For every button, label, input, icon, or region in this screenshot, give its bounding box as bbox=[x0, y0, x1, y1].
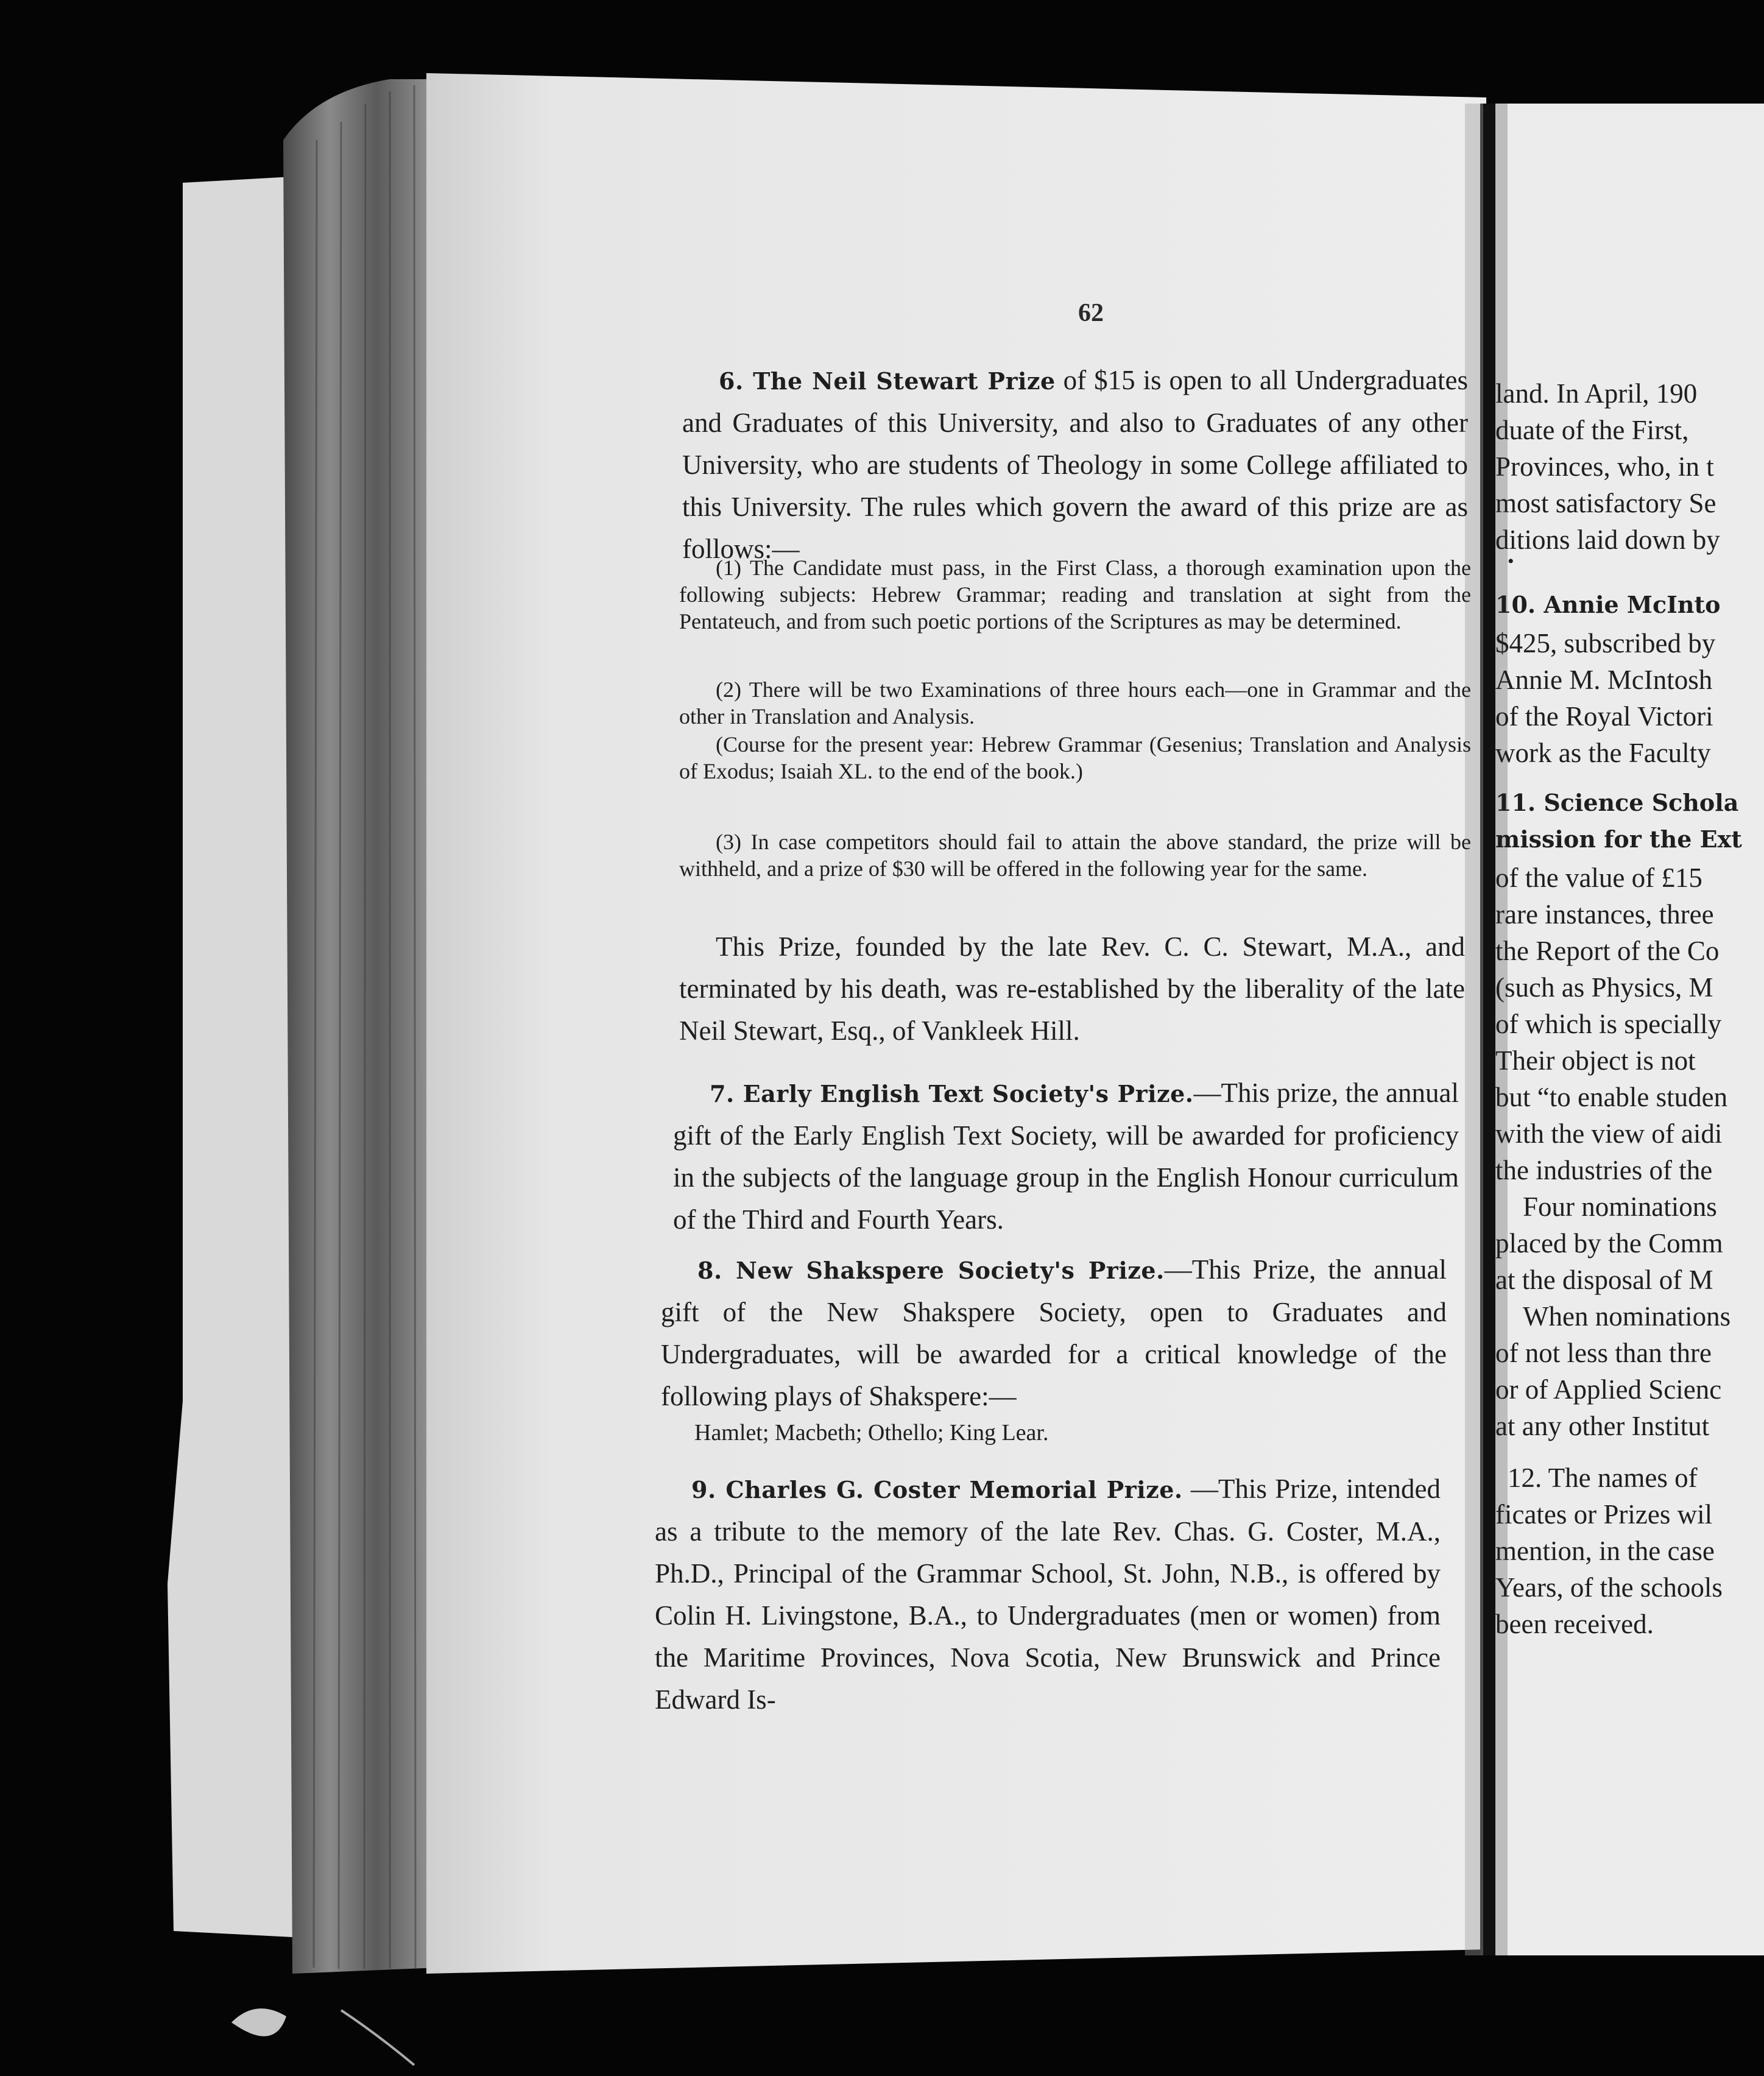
prize-6-rule-1: (1) The Candidate must pass, in the First Class, a thorough examination upon the following subjects: Hebrew Grammar; reading and translation at sight from the Pentateuch, and from such poetic portions of the Scriptures as may be determined. bbox=[679, 556, 1471, 634]
right-page-line: most satisfactory Se bbox=[1495, 488, 1716, 518]
prize-6-rule-2: (2) There will be two Examinations of three hours each—one in Grammar and the other in Translation and Analysis. bbox=[679, 677, 1471, 729]
right-page-line: at any other Institut bbox=[1495, 1411, 1710, 1441]
prize-7-heading: 7. Early English Text Society's Prize. bbox=[710, 1080, 1194, 1107]
prize-7-paragraph bbox=[673, 1072, 1459, 1241]
right-page-line: of the Royal Victori bbox=[1495, 701, 1713, 732]
prize-6-paragraph bbox=[682, 359, 1468, 570]
prize-6-history: This Prize, founded by the late Rev. C. C. Stewart, M.A., and terminated by his death, was re-established by the liberality of the late Neil Stewart, Esq., of Vankleek Hill. bbox=[679, 931, 1465, 1046]
right-page-line: ficates or Prizes wil bbox=[1495, 1499, 1713, 1530]
right-page-line: work as the Faculty bbox=[1495, 738, 1711, 768]
right-page-line: • bbox=[1508, 551, 1514, 571]
right-page-line: land. In April, 190 bbox=[1495, 378, 1698, 409]
prize-8-text: —This Prize, the annual gift of the New Shakspere Society, open to Graduates and Undergraduates, will be awarded for a critical knowledge of the following plays of Shakspere:— bbox=[661, 1254, 1447, 1411]
right-page-line: of not less than thre bbox=[1495, 1338, 1712, 1368]
right-page-line: Annie M. McIntosh bbox=[1495, 665, 1713, 695]
prize-6-text: of $15 is open to all Undergraduates and Graduates of this University, and also to Graduates of any other University, who are students of Theology in some College affiliated to this University. The rules which govern the award of this prize are as follows:— bbox=[682, 365, 1468, 564]
right-page-line: Their object is not bbox=[1495, 1045, 1696, 1076]
right-page-line: rare instances, three bbox=[1495, 899, 1714, 930]
right-page-line: $425, subscribed by bbox=[1495, 628, 1716, 658]
prize-6-course: (Course for the present year: Hebrew Grammar (Gesenius; Translation and Analysis of Exodus; Isaiah XL. to the end of the book.) bbox=[679, 732, 1471, 783]
page-number: 62 bbox=[1078, 299, 1104, 327]
prize-8-paragraph bbox=[661, 1249, 1447, 1418]
right-page-line: When nominations bbox=[1523, 1301, 1731, 1332]
right-page-line: Years, of the schools bbox=[1495, 1572, 1723, 1603]
right-page-line: duate of the First, bbox=[1495, 415, 1689, 445]
right-page-line: Provinces, who, in t bbox=[1495, 451, 1714, 482]
prize-6-rule-3: (3) In case competitors should fail to attain the above standard, the prize will be withheld, and a prize of $30 will be offered in the following year for the same. bbox=[679, 830, 1471, 881]
prize-9-heading: 9. Charles G. Coster Memorial Prize. bbox=[691, 1476, 1183, 1503]
right-page-line: the Report of the Co bbox=[1495, 936, 1720, 966]
right-page-line: 12. The names of bbox=[1508, 1463, 1698, 1493]
right-page-column bbox=[1495, 341, 1764, 1681]
right-page-line: Four nominations bbox=[1523, 1192, 1717, 1222]
right-page-line: ditions laid down by bbox=[1495, 524, 1720, 555]
prize-9-text: —This Prize, intended as a tribute to the memory of the late Rev. Chas. G. Coster, M.A., Ph.D., Principal of the Grammar School, St. John, N.B., is offered by Colin H. Livingstone, B.A., to Undergraduates (men or women) from the Maritime Provinces, Nova Scotia, New Brunswick and Prince Edward Is- bbox=[655, 1474, 1441, 1715]
right-page-line: been received. bbox=[1495, 1609, 1654, 1639]
right-page-line: placed by the Comm bbox=[1495, 1228, 1723, 1259]
right-page-line: with the view of aidi bbox=[1495, 1118, 1723, 1149]
right-page-line: of the value of £15 bbox=[1495, 863, 1702, 893]
right-page-line: mention, in the case bbox=[1495, 1536, 1715, 1566]
right-page-line: at the disposal of M bbox=[1495, 1265, 1713, 1295]
prize-9-paragraph bbox=[655, 1468, 1441, 1721]
right-page-line: 10. Annie McInto bbox=[1495, 591, 1721, 618]
right-page-line: or of Applied Scienc bbox=[1495, 1374, 1722, 1405]
prize-8-heading: 8. New Shakspere Society's Prize. bbox=[697, 1257, 1165, 1284]
right-page-line: of which is specially bbox=[1495, 1009, 1722, 1039]
prize-6-heading: 6. The Neil Stewart Prize bbox=[719, 367, 1056, 395]
right-page-line: (such as Physics, M bbox=[1495, 972, 1713, 1003]
prize-7-text: —This prize, the annual gift of the Early English Text Society, will be awarded for proficiency in the subjects of the language group in the English Honour curriculum of the Third and Fourth Years. bbox=[673, 1078, 1459, 1235]
prize-8-plays: Hamlet; Macbeth; Othello; King Lear. bbox=[694, 1420, 1049, 1446]
right-page-line: but “to enable studen bbox=[1495, 1082, 1728, 1112]
right-page-line: 11. Science Schola bbox=[1495, 789, 1739, 816]
right-page-line: the industries of the bbox=[1495, 1155, 1713, 1185]
right-page-line: mission for the Ext bbox=[1495, 825, 1742, 853]
